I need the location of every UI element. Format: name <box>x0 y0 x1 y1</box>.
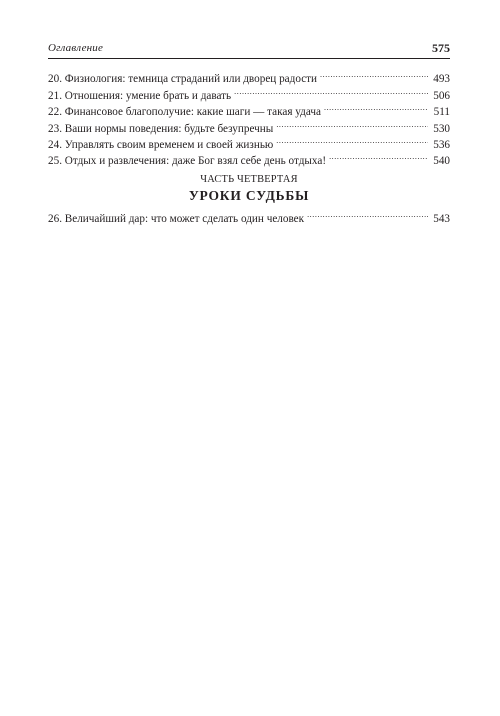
toc-entry-page: 511 <box>433 106 450 119</box>
toc-entry-title: 22. Финансовое благополучие: какие шаги — такая удача <box>48 106 321 119</box>
part-label: ЧАСТЬ ЧЕТВЕРТАЯ <box>200 174 298 186</box>
dot-leader <box>329 148 428 164</box>
toc-entry-20 <box>48 66 450 86</box>
dot-leader <box>324 99 428 115</box>
part-title: УРОКИ СУДЬБЫ <box>188 188 310 204</box>
dot-leader <box>320 66 428 82</box>
toc-entry-title: 23. Ваши нормы поведения: будьте безупречны <box>48 122 274 135</box>
toc-entry-page: 536 <box>433 138 450 151</box>
toc-entry-26 <box>48 205 450 225</box>
part-heading <box>48 173 450 204</box>
table-of-contents <box>48 66 450 225</box>
page-number: 575 <box>432 41 450 55</box>
toc-entry-title: 25. Отдых и развлечения: даже Бог взял себе день отдыха! <box>48 155 327 168</box>
running-header <box>48 40 450 59</box>
dot-leader <box>276 115 428 131</box>
dot-leader <box>234 82 428 98</box>
toc-entry-page: 543 <box>433 212 450 225</box>
dot-leader <box>276 132 428 148</box>
part-entries <box>48 205 450 225</box>
toc-entry-page: 506 <box>433 89 450 102</box>
dot-leader <box>307 205 428 221</box>
toc-entry-page: 530 <box>433 122 450 135</box>
running-title: Оглавление <box>48 42 104 54</box>
toc-entry-title: 24. Управлять своим временем и своей жизнью <box>48 138 274 151</box>
toc-entry-page: 493 <box>433 73 450 86</box>
toc-entry-page: 540 <box>433 155 450 168</box>
toc-entry-title: 20. Физиология: темница страданий или дворец радости <box>48 73 318 86</box>
toc-entry-title: 26. Величайший дар: что может сделать один человек <box>48 212 305 225</box>
toc-entry-title: 21. Отношения: умение брать и давать <box>48 89 232 102</box>
